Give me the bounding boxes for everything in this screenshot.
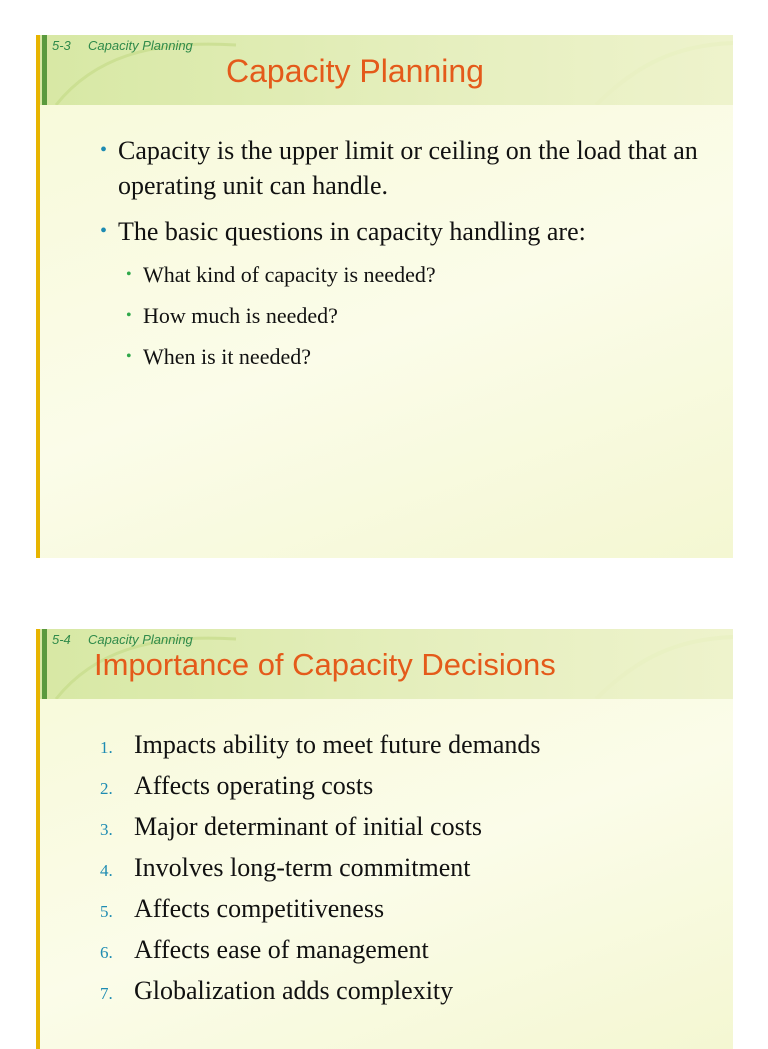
accent-bar-green	[42, 35, 47, 105]
slide-number: 5-3	[52, 38, 71, 53]
sub-bullet-text: What kind of capacity is needed?	[143, 262, 436, 287]
item-text: Major determinant of initial costs	[134, 812, 483, 841]
item-text: Affects operating costs	[134, 771, 374, 800]
bullet-item	[98, 133, 708, 203]
numbered-item	[100, 850, 720, 891]
item-text: Impacts ability to meet future demands	[134, 730, 541, 759]
slide-5-4	[36, 629, 733, 1049]
numbered-item	[100, 932, 720, 973]
bullet-text: Capacity is the upper limit or ceiling on the load that an operating unit can handle.	[118, 136, 698, 200]
slide-section-label: Capacity Planning	[88, 632, 193, 647]
bullet-dot-icon: •	[100, 220, 108, 242]
item-number: 3.	[100, 820, 113, 839]
sub-bullet-dot-icon: •	[126, 307, 132, 324]
item-number: 6.	[100, 943, 113, 962]
bullet-dot-icon: •	[100, 139, 108, 161]
item-number: 1.	[100, 738, 113, 757]
slide-section-label: Capacity Planning	[88, 38, 193, 53]
slide-5-3	[36, 35, 733, 558]
numbered-item	[100, 727, 720, 768]
numbered-list	[100, 727, 720, 1014]
sub-bullet-text: When is it needed?	[143, 344, 311, 369]
item-text: Involves long-term commitment	[134, 853, 471, 882]
item-number: 4.	[100, 861, 113, 880]
slide-title: Capacity Planning	[226, 53, 484, 89]
sub-bullet-dot-icon: •	[126, 266, 132, 283]
numbered-item	[100, 809, 720, 850]
sub-bullet-dot-icon: •	[126, 348, 132, 365]
sub-bullet-text: How much is needed?	[143, 303, 338, 328]
sub-bullet-item	[98, 260, 708, 290]
numbered-item	[100, 768, 720, 809]
accent-bar-green	[42, 629, 47, 699]
numbered-item	[100, 973, 720, 1014]
item-number: 2.	[100, 779, 113, 798]
accent-bar-yellow	[36, 35, 40, 558]
item-text: Affects competitiveness	[134, 894, 385, 923]
item-number: 5.	[100, 902, 113, 921]
sub-bullet-item	[98, 342, 708, 372]
accent-bar-yellow	[36, 629, 40, 1049]
bullet-list	[98, 133, 708, 383]
sub-bullet-item	[98, 301, 708, 331]
item-text: Affects ease of management	[134, 935, 429, 964]
numbered-item	[100, 891, 720, 932]
item-text: Globalization adds complexity	[134, 976, 454, 1005]
slide-title: Importance of Capacity Decisions	[94, 647, 556, 682]
item-number: 7.	[100, 984, 113, 1003]
slide-number: 5-4	[52, 632, 71, 647]
bullet-text: The basic questions in capacity handling are:	[118, 217, 586, 246]
bullet-item	[98, 214, 708, 249]
